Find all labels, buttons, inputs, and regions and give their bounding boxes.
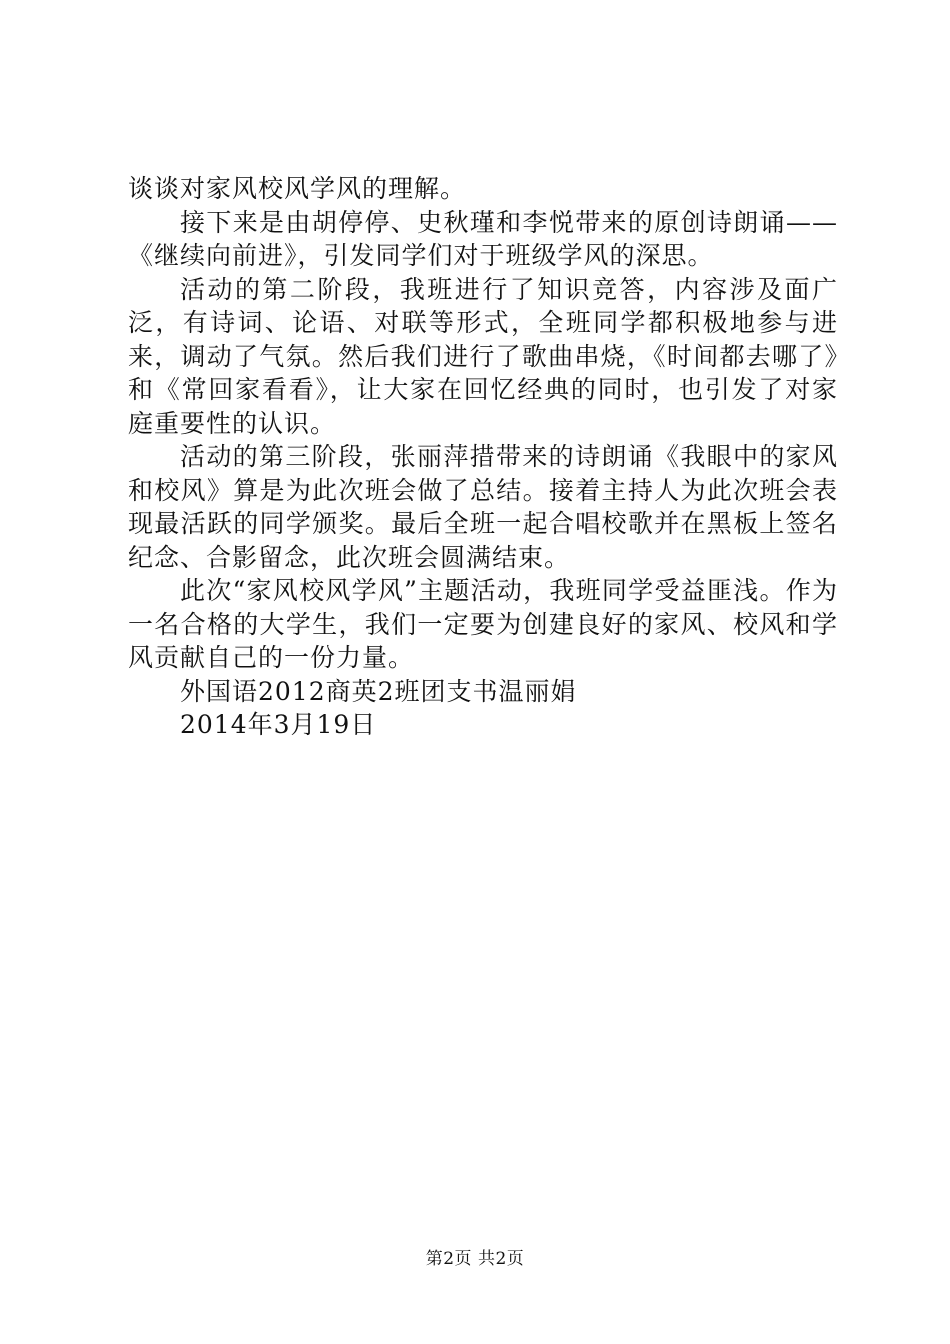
page-footer xyxy=(0,1244,950,1269)
paragraph-continuation: 谈谈对家风校风学风的理解。 xyxy=(128,174,467,203)
paragraph-second-stage: 活动的第二阶段，我班进行了知识竞答，内容涉及面广泛，有诗词、论语、对联等形式，全班同学都积极地参与进来，调动了气氛。然后我们进行了歌曲串烧，《时间都去哪了》和《常回家看看》，让大家在回忆经典的同时，也引发了对家庭重要性的认识。 xyxy=(128,274,838,438)
paragraph-third-stage: 活动的第三阶段，张丽萍措带来的诗朗诵《我眼中的家风和校风》算是为此次班会做了总结。接着主持人为此次班会表现最活跃的同学颁奖。最后全班一起合唱校歌并在黑板上签名纪念、合影留念，此次班会圆满结束。 xyxy=(128,442,838,572)
paragraph-poetry-recital: 接下来是由胡停停、史秋瑾和李悦带来的原创诗朗诵——《继续向前进》，引发同学们对于班级学风的深思。 xyxy=(128,207,838,270)
date-line: 2014年3月19日 xyxy=(180,710,377,739)
signature-line: 外国语2012商英2班团支书温丽娟 xyxy=(180,676,577,706)
document-body xyxy=(128,172,838,742)
paragraph-conclusion: 此次“家风校风学风”主题活动，我班同学受益匪浅。作为一名合格的大学生，我们一定要为创建良好的家风、校风和学风贡献自己的一份力量。 xyxy=(128,576,838,672)
page-number-label: 第2页 共2页 xyxy=(425,1249,525,1269)
